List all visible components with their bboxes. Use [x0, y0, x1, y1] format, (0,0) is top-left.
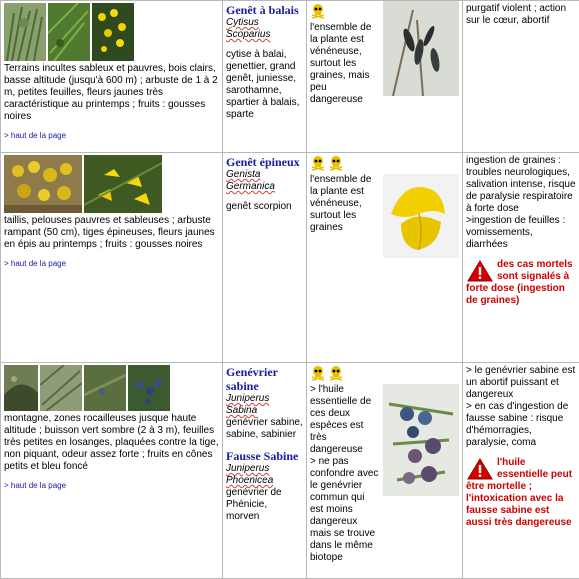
warning-triangle-icon: [466, 457, 494, 481]
plant-photo: [128, 365, 170, 411]
toxic-part-text: l'ensemble de la plante est vénéneuse, surtout les graines, mais peu dangereuse: [310, 22, 379, 106]
name-cell: [223, 153, 307, 363]
habitat-text: taillis, pelouses pauvres et sableuses ; arbuste rampant (50 cm), tiges épineuses, fleurs jaunes en épis au printemps ; fruits : gousses noires: [4, 215, 219, 251]
habitat-cell: [1, 1, 223, 153]
name-cell: [223, 363, 307, 579]
warning-text: des cas mortels sont signalés à forte dose (ingestion de graines): [466, 259, 573, 306]
common-names: cytise à balai, genettier, grand genêt, juniesse, sarothamne, spartier à balais, sparte: [226, 49, 303, 121]
symptoms-text: > en cas d'ingestion de fausse sabine : risque d'hémorragies, paralysie, coma: [466, 401, 576, 449]
toxicity-cell: [307, 153, 463, 363]
habitat-cell: [1, 363, 223, 579]
common-names: genévrier sabine, sabine, sabinier: [226, 417, 303, 441]
fatal-warning: [466, 259, 576, 307]
plant-name: Genêt épineux: [226, 155, 303, 169]
skull-icon: [328, 365, 344, 381]
skull-icon: [310, 155, 326, 171]
plant-photo: [383, 1, 459, 97]
plant-photo: [84, 155, 162, 213]
plant-name: Genévrier sabine: [226, 365, 303, 393]
symptoms-text: >ingestion de feuilles : vomissements, diarrhées: [466, 215, 576, 251]
scientific-name: Cytisus: [226, 17, 303, 29]
scientific-name: Juniperus: [226, 393, 303, 405]
habitat-text: Terrains incultes sableux et pauvres, bois clairs, basse altitude (jusqu'à 600 m) ; arbuste de 1 à 2 m, petites feuilles, fleurs jaunes très caractéristique au printemps ; fruits : gousses noires: [4, 63, 219, 123]
thumbnail-strip: [4, 365, 219, 411]
scientific-name: Scoparius: [226, 29, 303, 41]
plant-photo: [4, 155, 82, 213]
thumbnail-strip: [4, 155, 219, 213]
plant-photo: [48, 3, 90, 61]
plant-photo: [383, 384, 459, 496]
skull-icon: [310, 365, 326, 381]
warning-triangle-icon: [466, 259, 494, 283]
skull-icon: [310, 3, 326, 19]
scientific-name: Juniperus: [226, 463, 303, 475]
thumbnail-strip: [4, 3, 219, 61]
scientific-name: Phoenicea: [226, 475, 303, 487]
plant-photo: [92, 3, 134, 61]
common-names: genévrier de Phénicie, morven: [226, 487, 303, 523]
symptoms-cell: [463, 1, 579, 153]
back-to-top-link[interactable]: > haut de la page: [4, 481, 219, 490]
plant-photo: [84, 365, 126, 411]
name-cell: [223, 1, 307, 153]
scientific-name: Germanica: [226, 181, 303, 193]
habitat-text: montagne, zones rocailleuses jusque haute altitude ; buisson vert sombre (2 à 3 m), feuilles très petites en losanges, plaquées contre la tige, non piquant, odeur assez forte ; fruits en cônes petits et bleu foncé: [4, 413, 219, 473]
symptoms-cell: [463, 153, 579, 363]
table-row: [1, 363, 579, 579]
symptoms-text: > le genévrier sabine est un abortif puissant et dangereux: [466, 365, 576, 401]
scientific-name: Sabina: [226, 405, 303, 417]
warning-text: l'huile essentielle peut être mortelle ; l'intoxication avec la fausse sabine est aussi très dangereuse: [466, 457, 572, 528]
symptoms-cell: [463, 363, 579, 579]
symptoms-text: purgatif violent ; action sur le cœur, abortif: [466, 3, 576, 27]
danger-level: [310, 155, 459, 171]
plant-name: Fausse Sabine: [226, 449, 303, 463]
table-row: [1, 153, 579, 363]
skull-icon: [328, 155, 344, 171]
plant-photo: [4, 3, 46, 61]
scientific-name: Genista: [226, 169, 303, 181]
back-to-top-link[interactable]: > haut de la page: [4, 131, 219, 140]
table-row: [1, 1, 579, 153]
toxic-part-text: l'ensemble de la plante est vénéneuse, surtout les graines: [310, 174, 379, 258]
back-to-top-link[interactable]: > haut de la page: [4, 259, 219, 268]
toxicity-cell: [307, 1, 463, 153]
toxicity-cell: [307, 363, 463, 579]
plant-photo: [383, 174, 459, 258]
danger-level: [310, 365, 459, 381]
fatal-warning: [466, 457, 576, 529]
symptoms-text: ingestion de graines : troubles neurologiques, salivation intense, risque de paralysie respiratoire à forte dose: [466, 155, 576, 215]
toxic-part-text: > ne pas confondre avec le genévrier commun qui est moins dangereux mais se trouve dans le même biotope: [310, 456, 379, 564]
plant-name: Genêt à balais: [226, 3, 303, 17]
toxic-part-text: > l'huile essentielle de ces deux espèces est très dangereuse: [310, 384, 379, 456]
plant-photo: [40, 365, 82, 411]
plant-photo: [4, 365, 38, 411]
common-names: genêt scorpion: [226, 201, 303, 213]
habitat-cell: [1, 153, 223, 363]
